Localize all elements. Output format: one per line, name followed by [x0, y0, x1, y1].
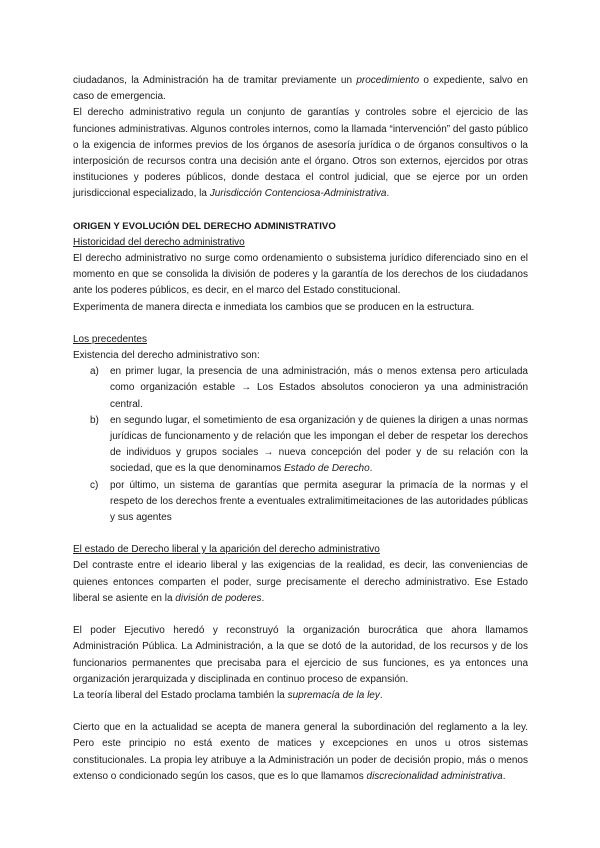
jurisdiccion-emphasis: Jurisdicción Contenciosa-Administrativa — [209, 188, 387, 200]
list-marker: a) — [90, 366, 99, 378]
precedentes-intro: Existencia del derecho administrativo son: — [73, 350, 260, 362]
estado-heading: El estado de Derecho liberal y la aparición del derecho administrativo — [73, 544, 380, 556]
historicidad-heading: Historicidad del derecho administrativo — [73, 236, 245, 248]
section-heading: ORIGEN Y EVOLUCIÓN DEL DERECHO ADMINISTRATIVO — [73, 220, 336, 232]
estado-paragraph-2: El poder Ejecutivo heredó y reconstruyó la organización burocrática que ahora llamamos Administración Pública. La Administración, a la que se dotó de la autoridad, de los recursos y de los funcionarios permanentes que precisaba para el ejercicio de sus funciones, es ya entonces una organización jerarquizada y disciplinada en continuo proceso de expansión. — [73, 625, 528, 685]
precedentes-list — [73, 364, 528, 526]
document-page — [73, 73, 528, 785]
intro-paragraph: ciudadanos, la Administración ha de tramitar previamente un procedimiento o expediente, salvo en caso de emergencia. — [73, 75, 528, 103]
estado-paragraph-4: Cierto que en la actualidad se acepta de manera general la subordinación del reglamento a la ley. Pero este principio no está exento de matices y excepciones en unos u otros sistemas constitucionales. La propia ley atribuye a la Administración un poder de decisión propio, más o menos extenso o condicionado según los casos, que es lo que llamamos discrecionalidad administrativa. — [73, 722, 528, 782]
experimenta-paragraph: Experimenta de manera directa e inmediata los cambios que se producen en la estructura. — [73, 301, 475, 313]
estado-paragraph-3: La teoría liberal del Estado proclama también la supremacía de la ley. — [73, 689, 383, 701]
garantias-paragraph: El derecho administrativo regula un conjunto de garantías y controles sobre el ejercicio de las funciones administrativas. Algunos controles internos, como la llamada “intervención” del gasto público o la exigencia de informes previos de los órganos de asesoría jurídica o de órganos consultivos o la interposición de recursos contra una decisión ante el órgano. Otros son externos, ejercidos por otras instituciones y poderes públicos, donde destaca el control judicial, que se ejerce por un orden jurisdiccional especializado, la Jurisdicción Contenciosa-Administrativa. — [73, 107, 528, 200]
list-marker: b) — [90, 414, 99, 426]
intro-emphasis: procedimiento — [356, 75, 420, 86]
list-marker: c) — [90, 479, 99, 491]
estado-paragraph-1: Del contraste entre el ideario liberal y las exigencias de la realidad, es decir, las conveniencias de quienes entonces comparten el poder, surge precisamente el derecho administrativo. Ese Estado liberal se asiente en la división de poderes. — [73, 560, 528, 604]
precedentes-heading: Los precedentes — [73, 333, 147, 345]
list-item: a) en primer lugar, la presencia de una administración, más o menos extensa pero articulada como organización estable → Los Estados absolutos conocieron ya una administración central. — [90, 366, 528, 410]
list-item: b) en segundo lugar, el sometimiento de esa organización y de quienes la dirigen a unas normas jurídicas de funcionamento y de relación que les impongan el deber de respetar los derechos de individuos y grupos sociales → nueva concepción del poder y de su relación con la sociedad, que es la que denominamos Estado de Derecho. — [90, 414, 528, 475]
list-item: c) por último, un sistema de garantías que permita asegurar la primacía de la normas y el respeto de los derechos frente a eventuales extralimitimeitaciones de las autoridades públicas y sus agentes — [90, 479, 528, 524]
historicidad-paragraph: El derecho administrativo no surge como ordenamiento o subsistema jurídico diferenciado sino en el momento en que se consolida la división de poderes y la garantía de los derechos de los ciudadanos ante los poderes públicos, es decir, en el marco del Estado constitucional. — [73, 253, 528, 297]
